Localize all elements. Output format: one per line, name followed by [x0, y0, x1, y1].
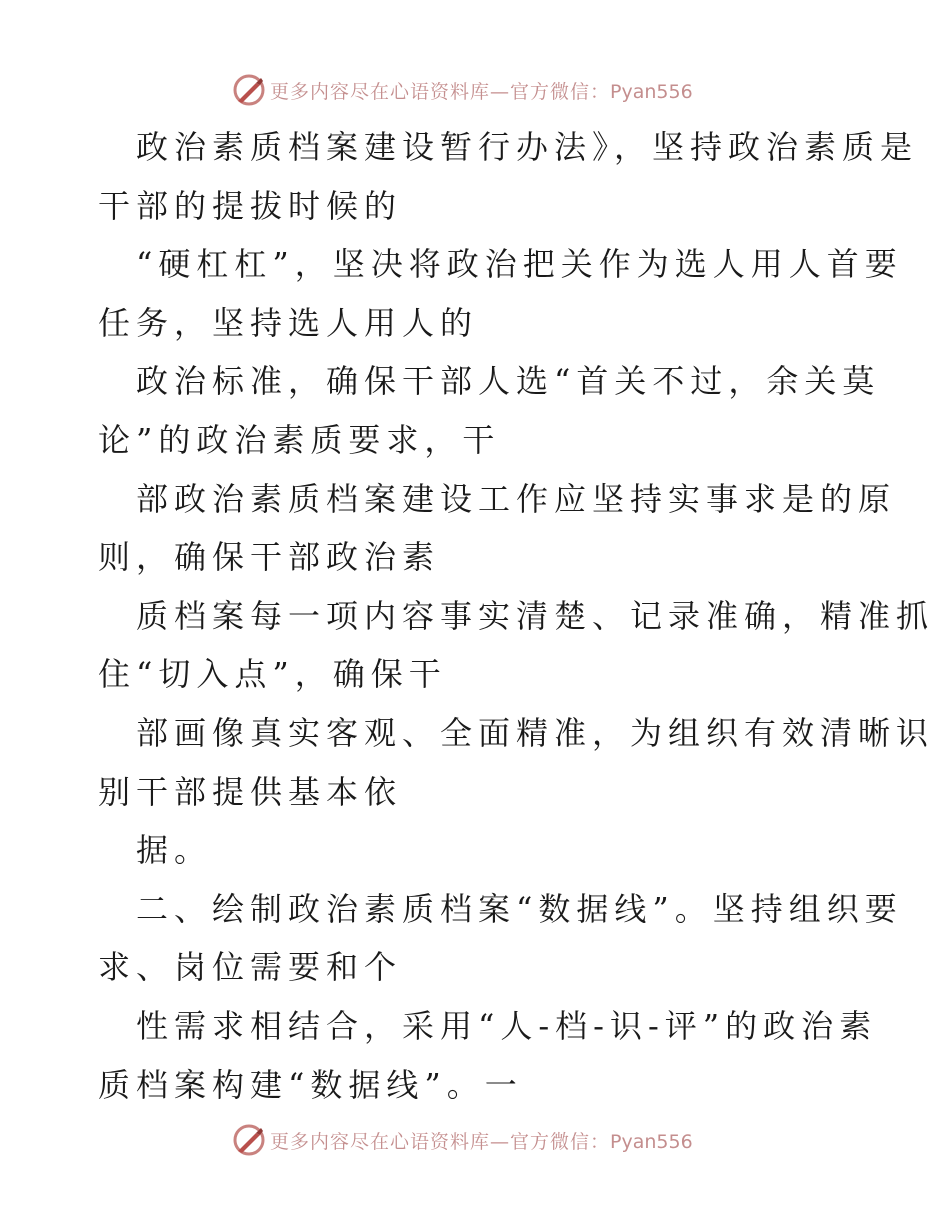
pen-logo-icon	[232, 73, 266, 107]
text-line: “硬杠杠”，坚决将政治把关作为选人用人首要	[136, 245, 903, 284]
text-line: 据。	[136, 831, 213, 870]
text-line: 求、岗位需要和个	[98, 948, 403, 987]
text-line: 则，确保干部政治素	[98, 538, 441, 577]
footer-watermark	[232, 1120, 693, 1160]
text-line: 性需求相结合，采用“人-档-识-评”的政治素	[136, 1006, 878, 1045]
text-line: 住“切入点”，确保干	[98, 655, 447, 694]
text-line: 别干部提供基本依	[98, 772, 403, 811]
text-line: 部政治素质档案建设工作应坚持实事求是的原	[136, 479, 897, 518]
document-body	[98, 118, 935, 1114]
text-line: 论”的政治素质要求，干	[98, 420, 501, 459]
pen-logo-icon	[232, 1123, 266, 1157]
watermark-text: 更多内容尽在心语资料库—官方微信：Pyan556	[270, 80, 693, 103]
text-line: 任务，坚持选人用人的	[98, 303, 479, 342]
text-line: 二、绘制政治素质档案“数据线”。坚持组织要	[136, 889, 903, 928]
text-line: 政治标准，确保干部人选“首关不过，余关莫	[136, 362, 881, 401]
header-watermark	[232, 70, 693, 110]
text-line: 政治素质档案建设暂行办法》，坚持政治素质是	[136, 128, 919, 166]
text-line: 干部的提拔时候的	[98, 186, 403, 225]
text-line: 部画像真实客观、全面精准，为组织有效清晰识	[136, 713, 935, 752]
watermark-text: 更多内容尽在心语资料库—官方微信：Pyan556	[270, 1130, 693, 1153]
text-line: 质档案构建“数据线”。一	[98, 1065, 523, 1104]
text-line: 质档案每一项内容事实清楚、记录准确，精准抓	[136, 596, 935, 635]
